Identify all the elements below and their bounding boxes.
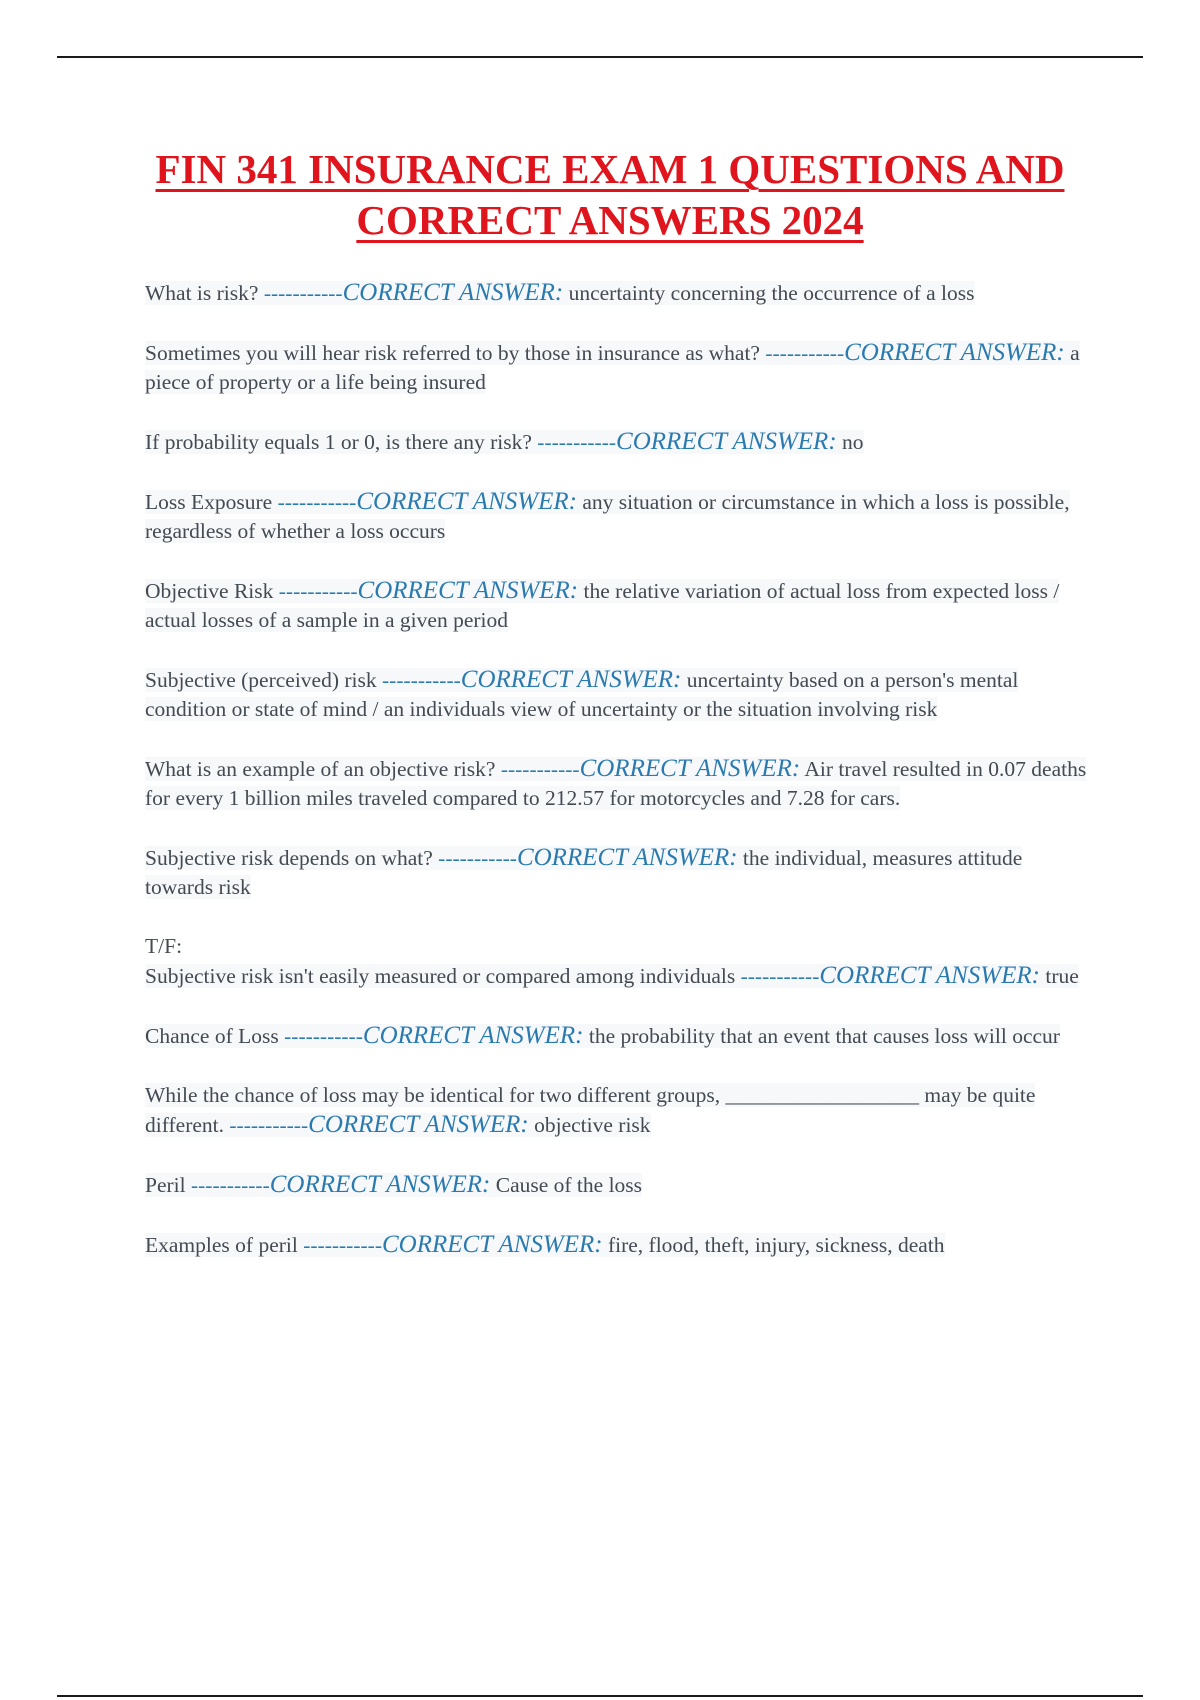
correct-answer-label: CORRECT ANSWER: xyxy=(269,1171,491,1198)
answer-text: a piece of property or a life being insured xyxy=(145,341,1080,394)
qa-item xyxy=(145,1021,1087,1051)
qa-item xyxy=(145,338,1087,397)
answer-text: uncertainty concerning the occurrence of a loss xyxy=(568,281,975,305)
qa-list xyxy=(145,278,1087,1290)
correct-answer-label: CORRECT ANSWER: xyxy=(381,1231,603,1258)
question-text: Chance of Loss xyxy=(145,1024,279,1048)
answer-text: uncertainty based on a person's mental condition or state of mind / an individuals view of uncertainty or the situation involving risk xyxy=(145,668,1019,721)
separator-dashes: ----------- xyxy=(229,1113,309,1137)
correct-answer-label: CORRECT ANSWER: xyxy=(362,1022,584,1049)
qa-item xyxy=(145,576,1087,635)
separator-dashes: ----------- xyxy=(278,579,358,603)
answer-text: any situation or circumstance in which a loss is possible, regardless of whether a loss occurs xyxy=(145,490,1070,543)
top-rule xyxy=(57,56,1143,58)
answer-text: the probability that an event that causes loss will occur xyxy=(588,1024,1060,1048)
correct-answer-label: CORRECT ANSWER: xyxy=(819,962,1040,989)
question-text: Subjective risk depends on what? xyxy=(145,846,433,870)
separator-dashes: ----------- xyxy=(190,1173,270,1197)
separator-dashes: ----------- xyxy=(765,341,845,365)
qa-item xyxy=(145,665,1087,724)
true-false-prefix: T/F: xyxy=(145,934,183,958)
separator-dashes: ----------- xyxy=(284,1024,363,1048)
correct-answer-label: CORRECT ANSWER: xyxy=(616,428,837,455)
answer-text: fire, flood, theft, injury, sickness, death xyxy=(607,1233,945,1257)
question-text: What is an example of an objective risk? xyxy=(145,757,496,781)
answer-text: true xyxy=(1045,964,1079,988)
separator-dashes: ----------- xyxy=(382,668,461,692)
bottom-rule xyxy=(57,1695,1143,1697)
separator-dashes: ----------- xyxy=(277,490,357,514)
question-text: Sometimes you will hear risk referred to by those in insurance as what? xyxy=(145,341,760,365)
separator-dashes: ----------- xyxy=(263,281,343,305)
question-text: Loss Exposure xyxy=(145,490,273,514)
answer-text: Cause of the loss xyxy=(495,1173,643,1197)
qa-item xyxy=(145,754,1087,813)
question-text: Examples of peril xyxy=(145,1233,298,1257)
question-text: Objective Risk xyxy=(145,579,274,603)
correct-answer-label: CORRECT ANSWER: xyxy=(579,755,801,782)
question-text: While the chance of loss may be identical for two different groups, __________________ may be quite different. xyxy=(145,1083,1036,1137)
answer-text: no xyxy=(842,430,864,454)
correct-answer-label: CORRECT ANSWER: xyxy=(460,666,682,693)
question-text: If probability equals 1 or 0, is there any risk? xyxy=(145,430,532,454)
question-text: Subjective (perceived) risk xyxy=(145,668,377,692)
question-text: What is risk? xyxy=(145,281,259,305)
question-text: Peril xyxy=(145,1173,186,1197)
separator-dashes: ----------- xyxy=(500,757,580,781)
separator-dashes: ----------- xyxy=(438,846,517,870)
correct-answer-label: CORRECT ANSWER: xyxy=(357,577,579,604)
correct-answer-label: CORRECT ANSWER: xyxy=(844,339,1065,366)
correct-answer-label: CORRECT ANSWER: xyxy=(342,279,564,306)
question-text: Subjective risk isn't easily measured or compared among individuals xyxy=(145,964,736,988)
answer-text: Air travel resulted in 0.07 deaths for every 1 billion miles traveled compared to 212.57 for motorcycles and 7.28 for cars. xyxy=(145,757,1087,810)
answer-text: the individual, measures attitude towards risk xyxy=(145,846,1023,899)
qa-item xyxy=(145,427,1087,457)
qa-item xyxy=(145,487,1087,546)
qa-item xyxy=(145,843,1087,902)
qa-item xyxy=(145,1081,1087,1140)
qa-item xyxy=(145,1170,1087,1200)
qa-item xyxy=(145,932,1087,991)
document-title: FIN 341 INSURANCE EXAM 1 QUESTIONS AND CORRECT ANSWERS 2024 xyxy=(155,146,1065,243)
separator-dashes: ----------- xyxy=(303,1233,382,1257)
qa-item xyxy=(145,1230,1087,1260)
separator-dashes: ----------- xyxy=(740,964,820,988)
correct-answer-label: CORRECT ANSWER: xyxy=(308,1111,529,1138)
correct-answer-label: CORRECT ANSWER: xyxy=(356,488,577,515)
answer-text: objective risk xyxy=(534,1113,651,1137)
answer-text: the relative variation of actual loss from expected loss / actual losses of a sample in a given period xyxy=(145,579,1060,632)
correct-answer-label: CORRECT ANSWER: xyxy=(516,844,738,871)
qa-item xyxy=(145,278,1087,308)
separator-dashes: ----------- xyxy=(537,430,617,454)
